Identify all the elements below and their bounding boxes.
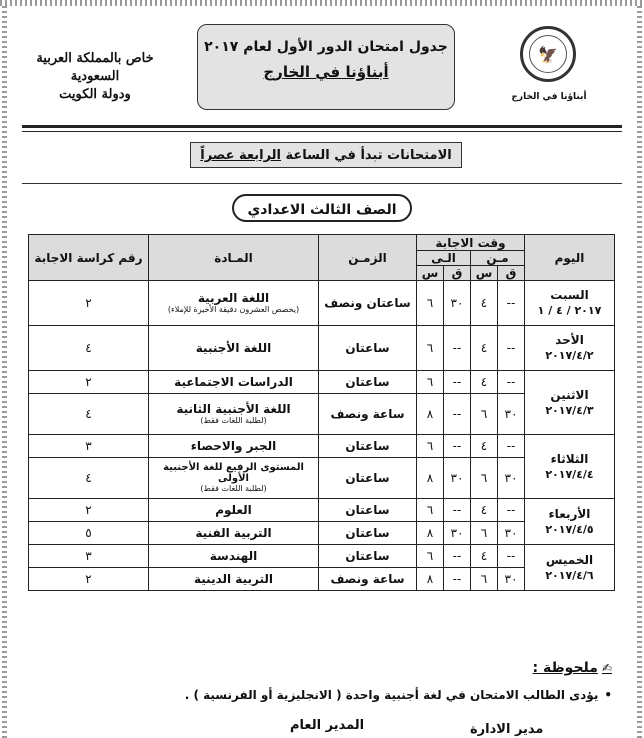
table-row [29,371,615,394]
subject-name: اللغة العربية [197,291,270,305]
duration-cell: ساعتان [319,371,417,394]
subject-name: العلوم [215,503,252,517]
booklet-cell: ٤ [29,394,149,435]
day-name: الاثنين [550,387,589,402]
duration-cell: ساعتان [319,545,417,568]
to-q-cell: -- [444,568,471,591]
header-region-label [20,50,170,104]
day-cell [525,545,615,591]
booklet-cell: ٣ [29,545,149,568]
notice-prefix: الامتحانات تبدأ في الساعة [281,148,452,163]
ministry-seal-icon [520,26,576,82]
to-s-cell: ٦ [417,435,444,458]
day-name: الخميس [545,552,594,567]
from-s-cell: ٤ [471,281,498,326]
from-q-cell: -- [498,545,525,568]
header-to-q: ق [444,266,471,281]
header-from: مـن [471,251,525,266]
day-date: ٢٠١٧ / ٤ / ١ [537,304,602,317]
subject-name: التربية الدينية [194,572,273,586]
header-to: الـى [417,251,471,266]
divider-under-notice [22,183,622,184]
table-row [29,499,615,522]
to-q-cell: -- [444,371,471,394]
eagle-icon: 🦅 [529,35,567,73]
divider-thin [22,131,622,132]
from-s-cell: ٤ [471,499,498,522]
header-duration: الزمـن [319,235,417,281]
subject-name: التربية الفنية [195,526,272,540]
from-s-cell: ٤ [471,435,498,458]
to-s-cell: ٨ [417,458,444,499]
from-s-cell: ٦ [471,568,498,591]
subject-name: الجبر والاحصاء [190,439,277,453]
to-q-cell: -- [444,435,471,458]
booklet-cell: ٤ [29,326,149,371]
day-cell [525,281,615,326]
subject-name: الهندسة [209,549,258,563]
from-q-cell: ٣٠ [498,568,525,591]
bullet-icon: • [604,688,612,702]
to-q-cell: -- [444,394,471,435]
notes-title-text: ملحوظة [543,660,598,676]
region-line-2: ودولة الكويت [59,87,131,102]
pencil-icon: ✍ [601,661,612,675]
to-q-cell: ٣٠ [444,522,471,545]
header-from-s: س [471,266,498,281]
dotted-border-top [0,0,644,6]
dotted-border-right [637,6,642,738]
duration-cell: ساعة ونصف [319,568,417,591]
to-q-cell: -- [444,326,471,371]
from-q-cell: -- [498,281,525,326]
day-date: ٢٠١٧/٤/٥ [545,522,594,536]
day-name: الأربعاء [548,506,591,521]
subject-cell [149,326,319,371]
schedule-subtitle: أبناؤنا في الخارج [263,63,389,81]
booklet-cell: ٥ [29,522,149,545]
duration-cell: ساعة ونصف [319,394,417,435]
subject-cell [149,522,319,545]
booklet-cell: ٢ [29,568,149,591]
subject-name: الدراسات الاجتماعية [174,375,293,389]
header-to-s: س [417,266,444,281]
from-s-cell: ٤ [471,371,498,394]
header-time-group: وقت الاجابة [417,235,525,251]
booklet-cell: ٤ [29,458,149,499]
from-s-cell: ٦ [471,522,498,545]
to-q-cell: -- [444,545,471,568]
booklet-cell: ٢ [29,371,149,394]
subject-cell [149,394,319,435]
table-row [29,545,615,568]
day-date: ٢٠١٧/٤/٣ [545,403,594,417]
day-cell [525,499,615,545]
from-q-cell: ٣٠ [498,522,525,545]
subject-note: (لطلبة اللغات فقط) [200,416,267,425]
header-booklet: رقم كراسة الاجابة [29,235,149,281]
to-s-cell: ٨ [417,522,444,545]
to-s-cell: ٦ [417,281,444,326]
booklet-cell: ٢ [29,499,149,522]
duration-cell: ساعتان [319,499,417,522]
duration-cell: ساعتان [319,326,417,371]
schedule-title: جدول امتحان الدور الأول لعام ٢٠١٧ [204,39,448,55]
subject-cell [149,458,319,499]
day-cell [525,326,615,371]
table-row [29,435,615,458]
header-from-q: ق [498,266,525,281]
title-box [197,24,455,110]
subject-cell [149,499,319,522]
from-q-cell: ٣٠ [498,394,525,435]
to-q-cell: ٣٠ [444,458,471,499]
to-s-cell: ٦ [417,545,444,568]
to-q-cell: -- [444,499,471,522]
from-s-cell: ٤ [471,326,498,371]
region-line-1: خاص بالمملكة العربية السعودية [36,51,154,84]
to-s-cell: ٦ [417,499,444,522]
day-cell [525,435,615,499]
from-s-cell: ٦ [471,458,498,499]
note-item [12,688,612,702]
notice-emphasis: الرابعة عصراً [200,148,282,163]
grade-label: الصف الثالث الاعدادي [232,194,412,222]
day-name: الأحد [555,333,584,347]
subject-cell [149,371,319,394]
from-q-cell: -- [498,499,525,522]
subject-cell [149,281,319,326]
exam-table [28,234,615,591]
to-q-cell: ٣٠ [444,281,471,326]
day-date: ٢٠١٧/٤/٦ [545,568,594,582]
table-row [29,326,615,371]
subject-note: (يخصص العشرون دقيقة الأخيرة للإملاء) [167,305,300,314]
notes-title: ✍ملحوظة : [532,660,612,676]
day-date: ٢٠١٧/٤/٢ [545,349,594,362]
duration-cell: ساعتان [319,435,417,458]
from-q-cell: -- [498,435,525,458]
table-row [29,281,615,326]
subject-name: المستوى الرفيع للغة الأجنبية الأولى [163,462,304,484]
booklet-cell: ٣ [29,435,149,458]
duration-cell: ساعتان ونصف [319,281,417,326]
day-cell [525,371,615,435]
divider-thick [22,125,622,128]
from-s-cell: ٤ [471,545,498,568]
signature-director: المدير العام [290,718,365,733]
day-name: الثلاثاء [550,451,589,466]
day-name: السبت [550,288,589,302]
from-s-cell: ٦ [471,394,498,435]
day-date: ٢٠١٧/٤/٤ [545,467,594,481]
subject-note: (لطلبة اللغات فقط) [200,484,267,493]
subject-cell [149,568,319,591]
from-q-cell: -- [498,326,525,371]
to-s-cell: ٨ [417,568,444,591]
to-s-cell: ٦ [417,326,444,371]
subject-name: اللغة الأجنبية الثانية [176,402,291,416]
start-time-notice [190,142,462,168]
to-s-cell: ٦ [417,371,444,394]
from-q-cell: ٣٠ [498,458,525,499]
subject-cell [149,435,319,458]
dotted-border-left [2,6,7,738]
logo-caption: أبناؤنا في الخارج [511,92,587,102]
subject-cell [149,545,319,568]
subject-name: اللغة الأجنبية [195,341,272,355]
signature-admin: مدير الادارة [470,722,544,737]
note-text: يؤدى الطالب الامتحان في لغة أجنبية واحدة ( الانجليزية أو الفرنسية ) . [184,688,599,702]
to-s-cell: ٨ [417,394,444,435]
duration-cell: ساعتان [319,522,417,545]
header-subject: المـادة [149,235,319,281]
header-day: اليوم [525,235,615,281]
booklet-cell: ٢ [29,281,149,326]
duration-cell: ساعتان [319,458,417,499]
from-q-cell: -- [498,371,525,394]
